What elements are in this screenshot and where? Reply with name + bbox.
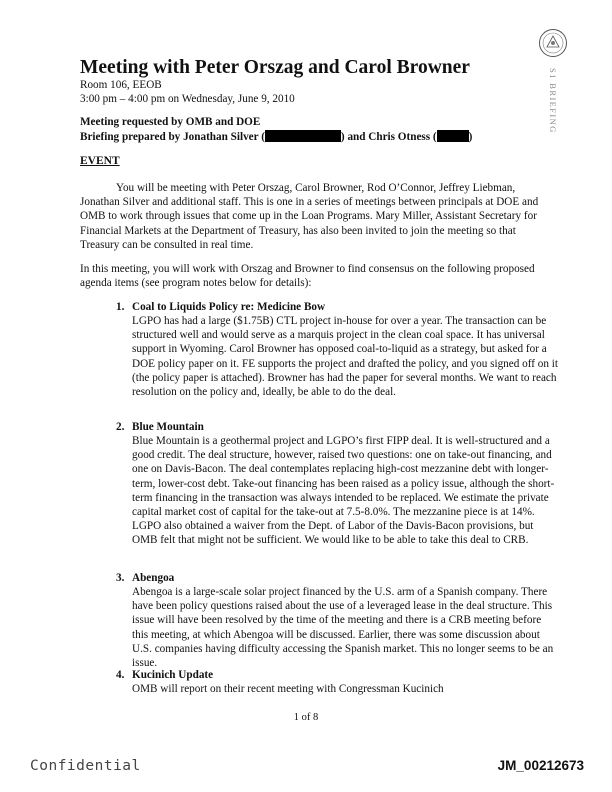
item-heading: Blue Mountain [132, 421, 204, 433]
item-number: 1. [116, 301, 125, 313]
redaction-block [437, 130, 469, 142]
event-heading: EVENT [80, 155, 120, 167]
item-body: Abengoa is a large-scale solar project financed by the U.S. arm of a Spanish company. There have been policy questions raised about the use of a leveraged lease in the deal structure. This issue will have been resolved by the time of the meeting and there is a CRB meeting before this meeting, at which Abengoa will be discussed. Earlier, there was some discussion about U.S. companies having difficulty accessing the Spanish market. This no longer seems to be an issue. [132, 586, 554, 670]
item-body: LGPO has had a large ($1.75B) CTL project in-house for over a year. The transaction can be structured well and would serve as a marquis project in the clean coal space. It has universal support in Wyoming. Carol Browner has opposed coal-to-liquid as a strategy, but asked for a DOE policy paper on it. FE supports the project and drafted the policy, and you signed off on it (the policy paper is attached). Browner has had the paper for several months. We want to reach resolution on the policy and, ideally, be able to do the deal. [132, 315, 558, 399]
briefing-prefix: Briefing prepared by Jonathan Silver ( [80, 131, 265, 143]
item-heading: Coal to Liquids Policy re: Medicine Bow [132, 301, 326, 313]
item-body: OMB will report on their recent meeting with Congressman Kucinich [132, 683, 444, 695]
item-body: Blue Mountain is a geothermal project and LGPO’s first FIPP deal. It is well-structured and a good credit. The deal structure, however, raised two questions: one on take-out financing, and one on Davis-Bacon. The deal contemplates replacing high-cost mezzanine debt with longer-term, lower-cost debt. Take-out financing has been raised as a policy issue, although the short-term financing in the transaction was always intended to be replaced. We estimate the private capital market cost of capital for the take-out at 7.5-8.0%. The mezzanine piece is at 14%. LGPO also obtained a waiver from the Dept. of Labor of the Davis-Bacon provisions, but OMB felt that might not be sufficient. We would like to be able to take this deal to CRB. [132, 435, 555, 547]
page-number: 1 of 8 [293, 712, 319, 723]
department-seal-icon [538, 28, 568, 58]
agenda-intro-paragraph: In this meeting, you will work with Orszag and Browner to find consensus on the following proposed agenda items (see program notes below for details): [80, 263, 535, 290]
requested-by: Meeting requested by OMB and DOE [80, 116, 261, 128]
confidential-label: Confidential [30, 758, 141, 774]
briefing-suffix: ) [468, 131, 473, 143]
item-number: 4. [116, 669, 125, 681]
meeting-time: 3:00 pm – 4:00 pm on Wednesday, June 9, 2010 [80, 93, 295, 105]
briefing-mid: ) and Chris Otness ( [340, 131, 437, 143]
document-title: Meeting with Peter Orszag and Carol Browner [80, 57, 470, 78]
event-intro-text: You will be meeting with Peter Orszag, Carol Browner, Rod O’Connor, Jeffrey Liebman, Jonathan Silver and additional staff. This is one in a series of meetings between principals at DOE and OMB to work through issues that come up in the Loan Programs. Mary Miller, Assistant Secretary for Financial Markets at the Department of Treasury, has also been invited to join the meeting so that Treasury can be consulted in real time. [80, 182, 539, 251]
briefing-prepared-by [80, 130, 472, 143]
event-intro-paragraph [80, 181, 550, 252]
bates-number: JM_00212673 [497, 758, 584, 773]
item-number: 3. [116, 572, 125, 584]
meeting-room: Room 106, EEOB [80, 79, 162, 91]
item-heading: Kucinich Update [132, 669, 214, 681]
redaction-block [265, 130, 341, 142]
item-number: 2. [116, 421, 125, 433]
item-heading: Abengoa [132, 572, 175, 584]
briefing-stamp: S1 BRIEFING [548, 68, 558, 134]
